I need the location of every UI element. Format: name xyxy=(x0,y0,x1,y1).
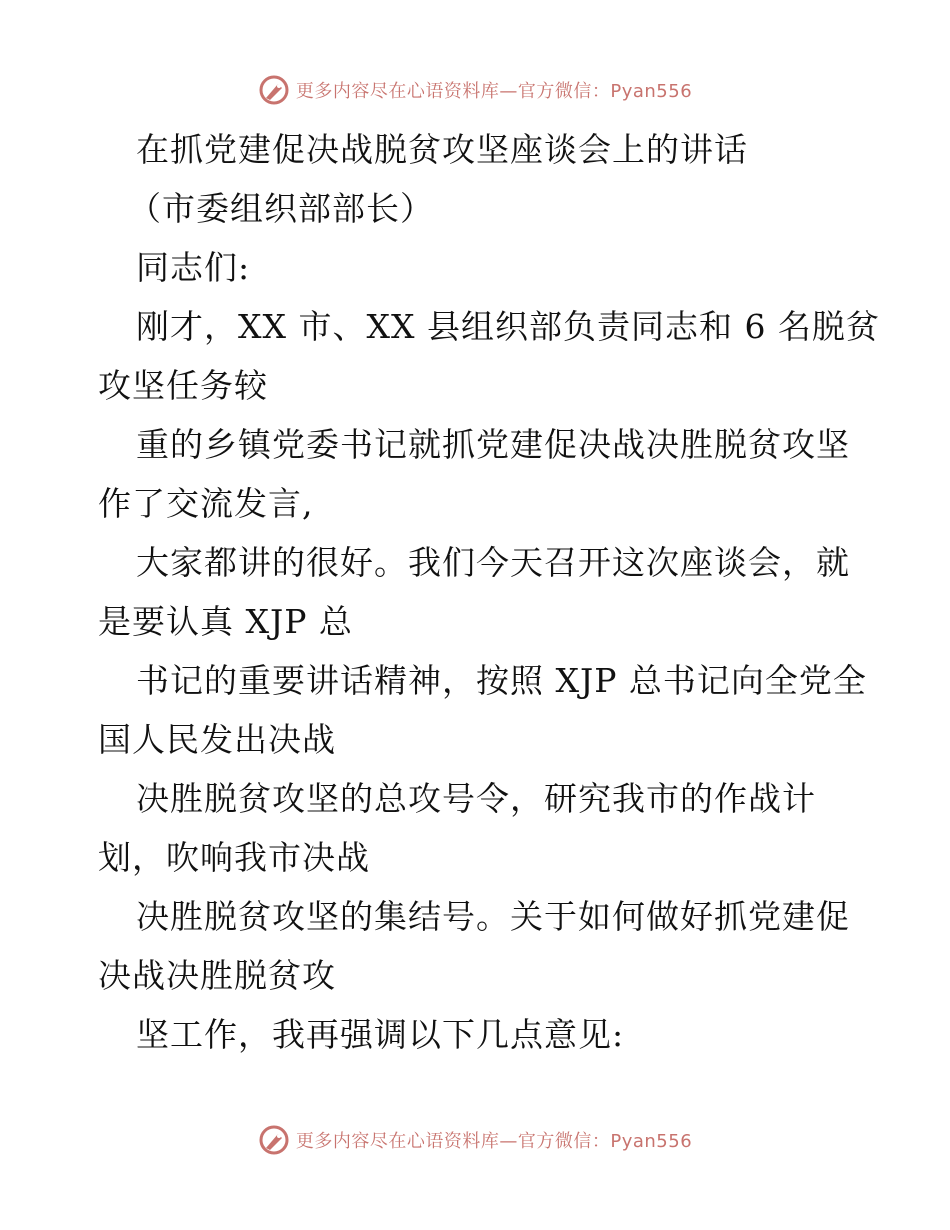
pen-nib-logo-icon xyxy=(258,74,290,106)
document-subtitle: （市委组织部部长） xyxy=(128,189,434,228)
paragraph-line: 重的乡镇党委书记就抓党建促决战决胜脱贫攻坚 xyxy=(136,425,850,464)
paragraph-line: 划，吹响我市决战 xyxy=(98,838,370,877)
paragraph-line: 是要认真 XJP 总 xyxy=(98,602,353,641)
pen-nib-logo-icon xyxy=(258,1124,290,1156)
document-body xyxy=(98,120,880,1064)
document-title: 在抓党建促决战脱贫攻坚座谈会上的讲话 xyxy=(136,130,748,169)
paragraph-line: 刚才，XX 市、XX 县组织部负责同志和 6 名脱贫 xyxy=(136,307,880,346)
paragraph-line: 作了交流发言, xyxy=(98,484,314,523)
watermark-text: 更多内容尽在心语资料库—官方微信：Pyan556 xyxy=(295,1131,693,1152)
paragraph-line: 决战决胜脱贫攻 xyxy=(98,956,336,995)
bottom-watermark-banner xyxy=(0,1120,950,1160)
paragraph-line: 攻坚任务较 xyxy=(98,366,268,405)
salutation: 同志们: xyxy=(136,248,251,287)
paragraph-line: 国人民发出决战 xyxy=(98,720,336,759)
paragraph-line: 决胜脱贫攻坚的集结号。关于如何做好抓党建促 xyxy=(136,897,850,936)
watermark-text: 更多内容尽在心语资料库—官方微信：Pyan556 xyxy=(295,81,693,102)
top-watermark-banner xyxy=(0,70,950,110)
paragraph-line: 大家都讲的很好。我们今天召开这次座谈会，就 xyxy=(136,543,850,582)
paragraph-line: 决胜脱贫攻坚的总攻号令，研究我市的作战计 xyxy=(136,779,816,818)
paragraph-line: 坚工作，我再强调以下几点意见: xyxy=(136,1015,625,1054)
paragraph-line: 书记的重要讲话精神，按照 XJP 总书记向全党全 xyxy=(136,661,867,700)
